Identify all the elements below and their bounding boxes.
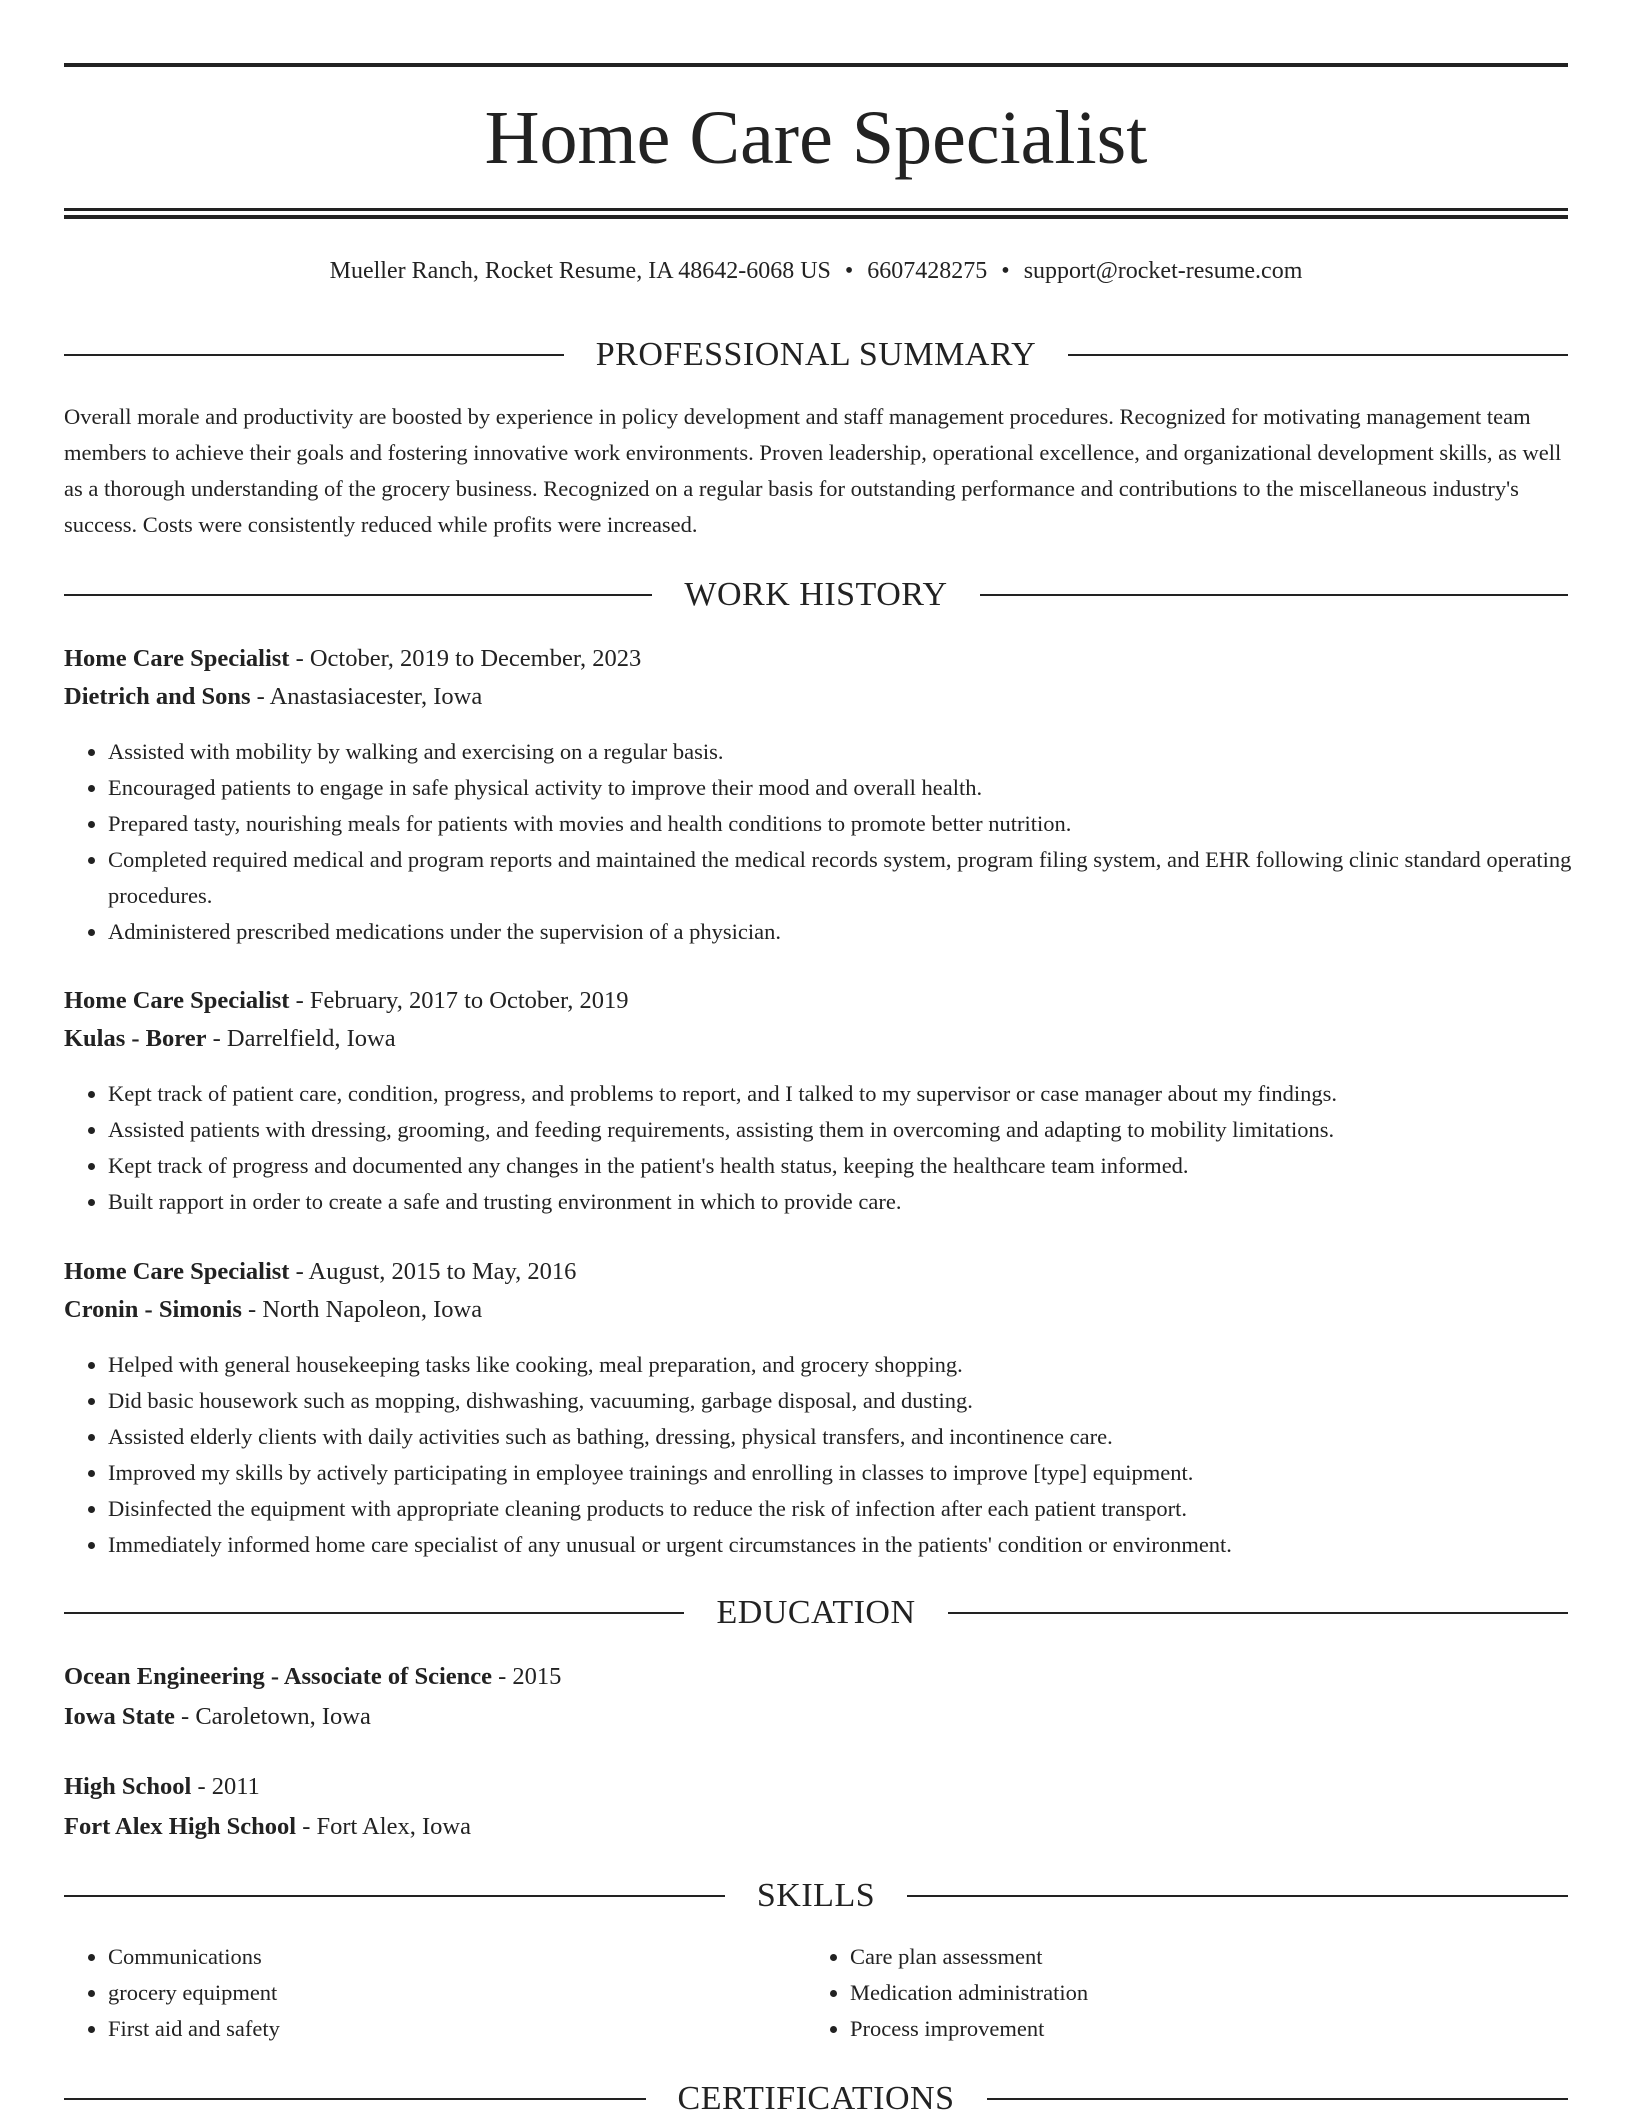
- education-degree: High School: [64, 1773, 192, 1800]
- job-bullet: • Assisted patients with dressing, grooming, and feeding requirements, assisting them in overcoming and adapting to mobility limitations.: [108, 1112, 1612, 1148]
- job-bullet: • Completed required medical and program reports and maintained the medical records system, program filing system, and EHR following clinic standard operating procedures.: [108, 842, 1612, 914]
- section-title: WORK HISTORY: [684, 576, 948, 613]
- contact-separator: •: [1001, 258, 1010, 284]
- job-bullet: • Assisted with mobility by walking and exercising on a regular basis.: [108, 734, 1612, 770]
- job-bullet: • Immediately informed home care specialist of any unusual or urgent circumstances in the patients' condition or environment.: [108, 1527, 1612, 1563]
- job-location: - Darrelfield, Iowa: [206, 1025, 396, 1052]
- education-school: Iowa State: [64, 1703, 175, 1730]
- job-bullet: • Administered prescribed medications under the supervision of a physician.: [108, 914, 1612, 950]
- section-heading-work: [64, 572, 1568, 618]
- heading-rule: [1068, 354, 1568, 356]
- heading-rule: [948, 1612, 1568, 1614]
- resume-title: Home Care Specialist: [484, 96, 1148, 180]
- job-company-line: [64, 1291, 1568, 1329]
- contact-email: support@rocket-resume.com: [1023, 258, 1303, 284]
- job-bullet: • Helped with general housekeeping tasks like cooking, meal preparation, and grocery shopping.: [108, 1347, 1612, 1383]
- heading-rule: [980, 594, 1568, 596]
- education-degree-line: [64, 1768, 1568, 1806]
- section-title: SKILLS: [756, 1877, 876, 1914]
- job-bullet: • Kept track of progress and documented any changes in the patient's health status, keeping the healthcare team informed.: [108, 1148, 1612, 1184]
- contact-phone: 6607428275: [867, 258, 988, 284]
- section-title: EDUCATION: [716, 1594, 916, 1631]
- education-year: - 2011: [191, 1773, 260, 1800]
- job-title: Home Care Specialist: [64, 1258, 290, 1285]
- education-entry: [64, 1768, 1568, 1846]
- job-dates: - October, 2019 to December, 2023: [289, 645, 642, 672]
- education-school-line: [64, 1808, 1568, 1846]
- contact-line: [64, 254, 1568, 288]
- section-title: CERTIFICATIONS: [677, 2080, 955, 2117]
- job-bullet: • Disinfected the equipment with appropriate cleaning products to reduce the risk of infection after each patient transport.: [108, 1491, 1612, 1527]
- education-degree: Ocean Engineering - Associate of Science: [64, 1663, 493, 1690]
- education-year: - 2015: [492, 1663, 562, 1690]
- section-heading-certifications: [64, 2076, 1568, 2122]
- skills-list-left: [64, 1939, 808, 2047]
- heading-rule: [64, 594, 652, 596]
- title-rule-upper: [64, 208, 1568, 211]
- education-school-line: [64, 1698, 1568, 1736]
- education-degree-line: [64, 1658, 1568, 1696]
- education-school: Fort Alex High School: [64, 1813, 297, 1840]
- heading-rule: [987, 2098, 1569, 2100]
- job-bullet: • Prepared tasty, nourishing meals for patients with movies and health conditions to promote better nutrition.: [108, 806, 1612, 842]
- education-location: - Fort Alex, Iowa: [296, 1813, 471, 1840]
- job-bullets: [64, 1076, 1612, 1220]
- job-title: Home Care Specialist: [64, 645, 290, 672]
- job-bullet: • Did basic housework such as mopping, dishwashing, vacuuming, garbage disposal, and dusting.: [108, 1383, 1612, 1419]
- skill-item: • Process improvement: [850, 2011, 1550, 2047]
- job-title-line: [64, 1253, 1568, 1291]
- heading-rule: [64, 354, 564, 356]
- job-entry: [64, 640, 1568, 716]
- title-rule-lower: [64, 215, 1568, 219]
- job-company: Kulas - Borer: [64, 1025, 207, 1052]
- job-bullet: • Built rapport in order to create a safe and trusting environment in which to provide care.: [108, 1184, 1612, 1220]
- contact-address: Mueller Ranch, Rocket Resume, IA 48642-6068 US: [329, 258, 831, 284]
- job-title-line: [64, 982, 1568, 1020]
- skill-item: • grocery equipment: [108, 1975, 808, 2011]
- section-title: PROFESSIONAL SUMMARY: [595, 336, 1037, 373]
- job-bullet: • Assisted elderly clients with daily activities such as bathing, dressing, physical transfers, and incontinence care.: [108, 1419, 1612, 1455]
- job-company: Cronin - Simonis: [64, 1296, 242, 1323]
- contact-separator: •: [844, 258, 854, 284]
- job-location: - Anastasiacester, Iowa: [250, 683, 483, 710]
- job-company: Dietrich and Sons: [64, 683, 251, 710]
- job-bullet: • Improved my skills by actively participating in employee trainings and enrolling in classes to improve [type] equipment.: [108, 1455, 1612, 1491]
- heading-rule: [64, 1612, 684, 1614]
- job-bullet: • Kept track of patient care, condition, progress, and problems to report, and I talked to my supervisor or case manager about my findings.: [108, 1076, 1612, 1112]
- skill-item: • Care plan assessment: [850, 1939, 1550, 1975]
- job-company-line: [64, 1020, 1568, 1058]
- top-rule: [64, 63, 1568, 67]
- job-dates: - August, 2015 to May, 2016: [289, 1258, 577, 1285]
- job-dates: - February, 2017 to October, 2019: [289, 987, 629, 1014]
- job-entry: [64, 1253, 1568, 1329]
- section-heading-skills: [64, 1873, 1568, 1919]
- skills-list-right: [806, 1939, 1550, 2047]
- job-bullets: [64, 1347, 1612, 1563]
- job-entry: [64, 982, 1568, 1058]
- skill-item: • Communications: [108, 1939, 808, 1975]
- heading-rule: [907, 1895, 1568, 1897]
- summary-text: Overall morale and productivity are boosted by experience in policy development and staff management procedures. Recognized for motivating management team members to achieve their goals and fostering innovative work environments. Proven leadership, operational excellence, and organizational development skills, as well as a thorough understanding of the grocery business. Recognized on a regular basis for outstanding performance and contributions to the miscellaneous industry's success. Costs were consistently reduced while profits were increased.: [64, 404, 1562, 537]
- education-entry: [64, 1658, 1568, 1736]
- heading-rule: [64, 2098, 646, 2100]
- skill-item: • Medication administration: [850, 1975, 1550, 2011]
- job-location: - North Napoleon, Iowa: [241, 1296, 483, 1323]
- education-location: - Caroletown, Iowa: [174, 1703, 371, 1730]
- job-title: Home Care Specialist: [64, 987, 290, 1014]
- section-heading-summary: [64, 332, 1568, 378]
- job-company-line: [64, 678, 1568, 716]
- heading-rule: [64, 1895, 725, 1897]
- section-heading-education: [64, 1590, 1568, 1636]
- job-title-line: [64, 640, 1568, 678]
- job-bullet: • Encouraged patients to engage in safe physical activity to improve their mood and overall health.: [108, 770, 1612, 806]
- job-bullets: [64, 734, 1612, 950]
- skill-item: • First aid and safety: [108, 2011, 808, 2047]
